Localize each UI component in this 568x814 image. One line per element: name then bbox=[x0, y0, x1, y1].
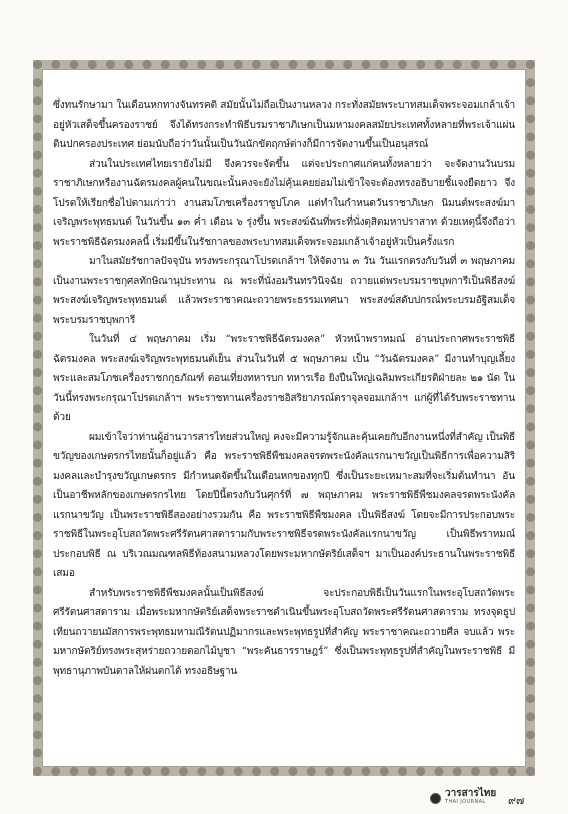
logo-title: วารสารไทย bbox=[445, 788, 497, 799]
paragraph: ซึ่งทนรักษามา ในเดือนหกทางจันทรคติ สมัยนั้นไม่ถือเป็นงานหลวง กระทั่งสมัยพระบาทสมเด็จพระจอมเกล้าเจ้าอยู่หัวเสด็จขึ้นครองราชย์ จึงได้ทรงกระทำพิธีบรมราชาภิเษกเป็นมหามงคลสมัยประเทศทั้งหลายที่พระเจ้าแผ่นดินปกครองประเทศ ย่อมนับถือว่าวันนั้นเป็นวันนักขัตฤกษ์ต่างก็มีการจัดงานขึ้นเป็นอนุสรณ์ bbox=[53, 100, 515, 150]
logo-icon bbox=[430, 793, 441, 804]
logo-text bbox=[445, 789, 496, 807]
paragraph: สำหรับพระราชพิธีพืชมงคลนั้นเป็นพิธีสงฆ์ จะประกอบพิธีเป็นวันแรกในพระอุโบสถวัดพระศรีรัตนศาสดาราม เมื่อพระมหากษัตริย์เสด็จพระราชดำเนินขึ้นพระอุโบสถวัดพระศรีรัตนศาสดาราม ทรงจุดธูปเทียนถวายนมัสการพระพุทธมหามณีรัตนปฏิมากรและพระพุทธรูปที่สำคัญ พระราชาคณะถวายศีล จบแล้ว พระมหากษัตริย์ทรงพระสุหร่ายถวายดอกไม้บูชา “พระคันธารราษฎร์” ซึ่งเป็นพระพุทธรูปที่สำคัญในพระราชพิธี มีพุทธานุภาพบันดาลให้ฝนตกได้ ทรงอธิษฐาน bbox=[53, 587, 515, 677]
paragraph: ในวันที่ ๔ พฤษภาคม เริ่ม “พระราชพิธีฉัตรมงคล” หัวหน้าพราหมณ์ อ่านประกาศพระราชพิธีฉัตรมงคล พระสงฆ์เจริญพระพุทธมนต์เย็น ส่วนในวันที่ ๕ พฤษภาคม เป็น “วันฉัตรมงคล” มีงานทำบุญเลี้ยงพระและสมโภชเครื่องราชกกุธภัณฑ์ ตอนเที่ยงทหารบก ทหารเรือ ยิงปืนใหญ่เฉลิมพระเกียรติฝ่ายละ ๒๑ นัด ในวันนี้ทรงพระกรุณาโปรดเกล้าฯ พระราชทานเครื่องราชอิสริยาภรณ์ตราจุลจอมเกล้าฯ แก่ผู้ที่ได้รับพระราชทานด้วย bbox=[53, 334, 515, 423]
page-number: ๙๗ bbox=[508, 794, 525, 807]
article-body bbox=[53, 96, 515, 766]
paragraph: ส่วนในประเทศไทยเรายังไม่มี จึงควรจะจัดขึ้น แต่จะประกาศแก่คนทั้งหลายว่า จะจัดงานวันบรมราชาภิเษกหรืองานฉัตรมงคลผู้คนในขณะนั้นคงจะยังไม่คุ้นเคยย่อมไม่เข้าใจจะต้องทรงอธิบายชี้แจงยืดยาว จึงโปรดให้เรียกชื่อไปตามเก่าว่า งานสมโภชเครื่องราชูปโภค แต่ทำในกำหนดวันราชาภิเษก นิมนต์พระสงฆ์มาเจริญพระพุทธมนต์ ในวันขึ้น ๑๓ ค่ำ เดือน ๖ รุ่งขึ้น พระสงฆ์ฉันที่พระที่นั่งดุสิตมหาปราสาท ด้วยเหตุนี้จึงถือว่า พระราชพิธีฉัตรมงคลนี้ เริ่มมีขึ้นในรัชกาลของพระบาทสมเด็จพระจอมเกล้าเจ้าอยู่หัวเป็นครั้งแรก bbox=[53, 158, 515, 248]
paragraph: ผมเข้าใจว่าท่านผู้อ่านวารสารไทยส่วนใหญ่ คงจะมีความรู้จักและคุ้นเคยกับอีกงานหนึ่งที่สำคัญ เป็นพิธีขวัญของเกษตรกรไทยนั้นก็อยู่แล้ว คือ พระราชพิธีพืชมงคลจรดพระนังคัลแรกนาขวัญเป็นพิธีการเพื่อความสิริมงคลและบำรุงขวัญเกษตรกร มีกำหนดจัดขึ้นในเดือนหกของทุกปี ซึ่งเป็นระยะเหมาะสมที่จะเริ่มต้นทำนา อันเป็นอาชีพหลักของเกษตรกรไทย โดยปีนี้ตรงกับวันศุกร์ที่ ๗ พฤษภาคม พระราชพิธีพืชมงคลจรดพระนังคัลแรกนาขวัญ เป็นพระราชพิธีสองอย่างรวมกัน คือ พระราชพิธีพืชมงคล เป็นพิธีสงฆ์ โดยจะมีการประกอบพระราชพิธีในพระอุโบสถวัดพระศรีรัตนศาสดารามกับพระราชพิธีจรดพระนังคัลแรกนาขวัญ เป็นพิธีพราหมณ์ประกอบพิธี ณ บริเวณมณฑลพิธีท้องสนามหลวงโดยพระมหากษัตริย์เสด็จฯ มาเป็นองค์ประธานในพระราชพิธีเสมอ bbox=[53, 431, 515, 579]
paragraph: มาในสมัยรัชกาลปัจจุบัน ทรงพระกรุณาโปรดเกล้าฯ ให้จัดงาน ๓ วัน วันแรกตรงกับวันที่ ๓ พฤษภาคม เป็นงานพระราชกุศลทักษิณานุประทาน ณ พระที่นั่งอมรินทรวินิจฉัย ถวายแด่พระบรมราชบุพการีเป็นพิธีสงฆ์ พระสงฆ์เจริญพระพุทธมนต์ แล้วพระราชาคณะถวายพระธรรมเทศนา พระสงฆ์สดับปกรณ์พระบรมอัฐิสมเด็จพระบรมราชบุพการี bbox=[53, 256, 515, 326]
logo-subtitle: THAI JOURNAL bbox=[445, 799, 486, 805]
journal-logo bbox=[430, 787, 496, 809]
